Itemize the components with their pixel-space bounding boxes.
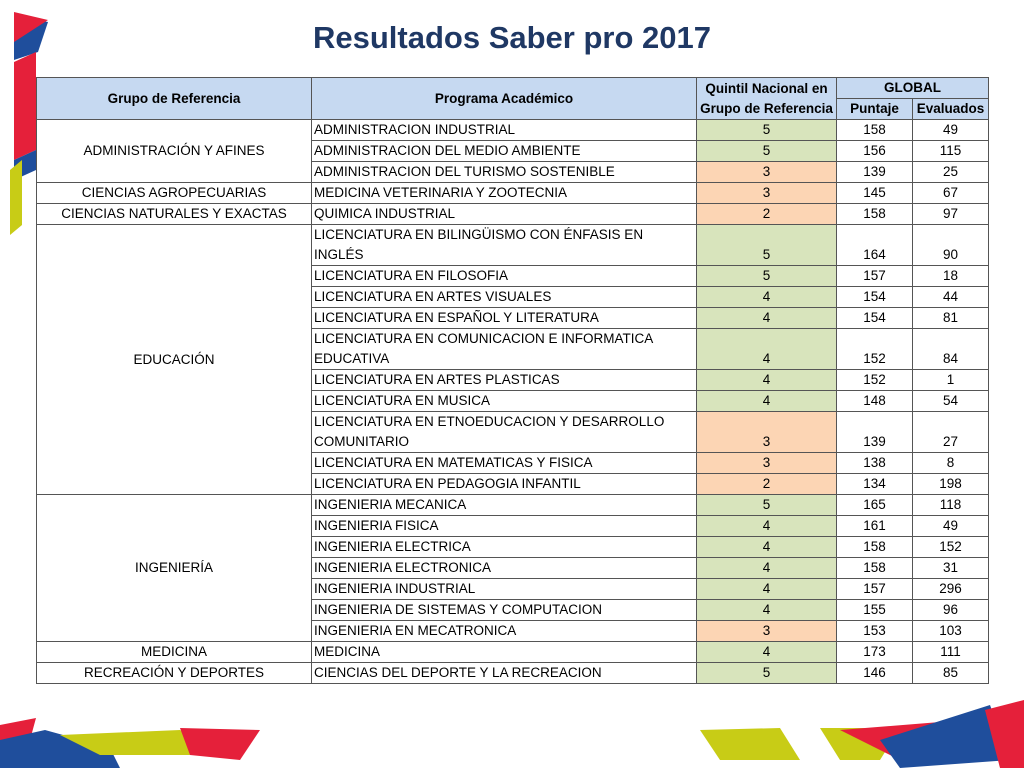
quintil-cell: 3 [697, 412, 837, 453]
evaluados-cell: 25 [913, 162, 989, 183]
puntaje-cell: 157 [837, 266, 913, 287]
quintil-cell: 5 [697, 266, 837, 287]
programa-cell: ADMINISTRACION INDUSTRIAL [312, 120, 697, 141]
programa-cell: LICENCIATURA EN ARTES PLASTICAS [312, 370, 697, 391]
quintil-cell: 4 [697, 642, 837, 663]
grupo-cell: ADMINISTRACIÓN Y AFINES [37, 120, 312, 183]
programa-cell: LICENCIATURA EN ARTES VISUALES [312, 287, 697, 308]
puntaje-cell: 154 [837, 287, 913, 308]
programa-cell: INGENIERIA ELECTRICA [312, 537, 697, 558]
programa-cell: LICENCIATURA EN ESPAÑOL Y LITERATURA [312, 308, 697, 329]
quintil-cell: 4 [697, 579, 837, 600]
puntaje-cell: 139 [837, 162, 913, 183]
evaluados-cell: 81 [913, 308, 989, 329]
evaluados-cell: 198 [913, 474, 989, 495]
programa-cell: LICENCIATURA EN PEDAGOGIA INFANTIL [312, 474, 697, 495]
header-grupo: Grupo de Referencia [37, 78, 312, 120]
puntaje-cell: 152 [837, 329, 913, 370]
puntaje-cell: 157 [837, 579, 913, 600]
quintil-cell: 5 [697, 120, 837, 141]
puntaje-cell: 173 [837, 642, 913, 663]
grupo-cell: MEDICINA [37, 642, 312, 663]
evaluados-cell: 103 [913, 621, 989, 642]
grupo-cell: RECREACIÓN Y DEPORTES [37, 663, 312, 684]
puntaje-cell: 158 [837, 558, 913, 579]
puntaje-cell: 158 [837, 204, 913, 225]
quintil-cell: 5 [697, 495, 837, 516]
puntaje-cell: 154 [837, 308, 913, 329]
evaluados-cell: 97 [913, 204, 989, 225]
puntaje-cell: 156 [837, 141, 913, 162]
programa-cell: INGENIERIA DE SISTEMAS Y COMPUTACION [312, 600, 697, 621]
table-row [37, 663, 989, 684]
programa-cell: INGENIERIA FISICA [312, 516, 697, 537]
grupo-cell: CIENCIAS AGROPECUARIAS [37, 183, 312, 204]
quintil-cell: 3 [697, 162, 837, 183]
evaluados-cell: 85 [913, 663, 989, 684]
evaluados-cell: 152 [913, 537, 989, 558]
evaluados-cell: 49 [913, 516, 989, 537]
bottom-ribbon [0, 700, 1024, 768]
programa-cell: LICENCIATURA EN MUSICA [312, 391, 697, 412]
puntaje-cell: 153 [837, 621, 913, 642]
evaluados-cell: 118 [913, 495, 989, 516]
evaluados-cell: 115 [913, 141, 989, 162]
grupo-cell: CIENCIAS NATURALES Y EXACTAS [37, 204, 312, 225]
quintil-cell: 4 [697, 391, 837, 412]
table-row [37, 120, 989, 141]
table-row [37, 225, 989, 266]
header-puntaje: Puntaje [837, 99, 913, 120]
quintil-cell: 4 [697, 600, 837, 621]
quintil-cell: 4 [697, 329, 837, 370]
puntaje-cell: 165 [837, 495, 913, 516]
evaluados-cell: 27 [913, 412, 989, 453]
evaluados-cell: 90 [913, 225, 989, 266]
evaluados-cell: 44 [913, 287, 989, 308]
table-row [37, 642, 989, 663]
puntaje-cell: 158 [837, 537, 913, 558]
header-quintil: Quintil Nacional en Grupo de Referencia [697, 78, 837, 120]
grupo-cell: EDUCACIÓN [37, 225, 312, 495]
results-body [37, 120, 989, 684]
programa-cell: INGENIERIA ELECTRONICA [312, 558, 697, 579]
programa-cell: LICENCIATURA EN BILINGÜISMO CON ÉNFASIS EN INGLÉS [312, 225, 697, 266]
grupo-cell: INGENIERÍA [37, 495, 312, 642]
puntaje-cell: 134 [837, 474, 913, 495]
puntaje-cell: 139 [837, 412, 913, 453]
programa-cell: ADMINISTRACION DEL MEDIO AMBIENTE [312, 141, 697, 162]
puntaje-cell: 161 [837, 516, 913, 537]
programa-cell: MEDICINA VETERINARIA Y ZOOTECNIA [312, 183, 697, 204]
evaluados-cell: 84 [913, 329, 989, 370]
programa-cell: INGENIERIA MECANICA [312, 495, 697, 516]
programa-cell: LICENCIATURA EN ETNOEDUCACION Y DESARROLLO COMUNITARIO [312, 412, 697, 453]
puntaje-cell: 155 [837, 600, 913, 621]
evaluados-cell: 8 [913, 453, 989, 474]
programa-cell: INGENIERIA EN MECATRONICA [312, 621, 697, 642]
table-row [37, 495, 989, 516]
quintil-cell: 2 [697, 474, 837, 495]
quintil-cell: 4 [697, 287, 837, 308]
quintil-cell: 4 [697, 516, 837, 537]
quintil-cell: 4 [697, 558, 837, 579]
programa-cell: LICENCIATURA EN FILOSOFIA [312, 266, 697, 287]
programa-cell: CIENCIAS DEL DEPORTE Y LA RECREACION [312, 663, 697, 684]
evaluados-cell: 31 [913, 558, 989, 579]
evaluados-cell: 96 [913, 600, 989, 621]
programa-cell: QUIMICA INDUSTRIAL [312, 204, 697, 225]
quintil-cell: 4 [697, 308, 837, 329]
evaluados-cell: 54 [913, 391, 989, 412]
header-programa: Programa Académico [312, 78, 697, 120]
programa-cell: ADMINISTRACION DEL TURISMO SOSTENIBLE [312, 162, 697, 183]
quintil-cell: 5 [697, 225, 837, 266]
results-table [36, 77, 989, 684]
table-row [37, 183, 989, 204]
evaluados-cell: 296 [913, 579, 989, 600]
puntaje-cell: 158 [837, 120, 913, 141]
evaluados-cell: 67 [913, 183, 989, 204]
puntaje-cell: 145 [837, 183, 913, 204]
puntaje-cell: 146 [837, 663, 913, 684]
programa-cell: INGENIERIA INDUSTRIAL [312, 579, 697, 600]
quintil-cell: 5 [697, 663, 837, 684]
puntaje-cell: 148 [837, 391, 913, 412]
puntaje-cell: 138 [837, 453, 913, 474]
quintil-cell: 5 [697, 141, 837, 162]
quintil-cell: 3 [697, 453, 837, 474]
puntaje-cell: 164 [837, 225, 913, 266]
evaluados-cell: 18 [913, 266, 989, 287]
programa-cell: LICENCIATURA EN COMUNICACION E INFORMATICA EDUCATIVA [312, 329, 697, 370]
evaluados-cell: 111 [913, 642, 989, 663]
quintil-cell: 4 [697, 370, 837, 391]
quintil-cell: 4 [697, 537, 837, 558]
evaluados-cell: 49 [913, 120, 989, 141]
header-evaluados: Evaluados [913, 99, 989, 120]
puntaje-cell: 152 [837, 370, 913, 391]
quintil-cell: 3 [697, 621, 837, 642]
page-title: Resultados Saber pro 2017 [313, 20, 711, 55]
programa-cell: MEDICINA [312, 642, 697, 663]
quintil-cell: 3 [697, 183, 837, 204]
header-global: GLOBAL [837, 78, 989, 99]
table-row [37, 204, 989, 225]
programa-cell: LICENCIATURA EN MATEMATICAS Y FISICA [312, 453, 697, 474]
evaluados-cell: 1 [913, 370, 989, 391]
quintil-cell: 2 [697, 204, 837, 225]
